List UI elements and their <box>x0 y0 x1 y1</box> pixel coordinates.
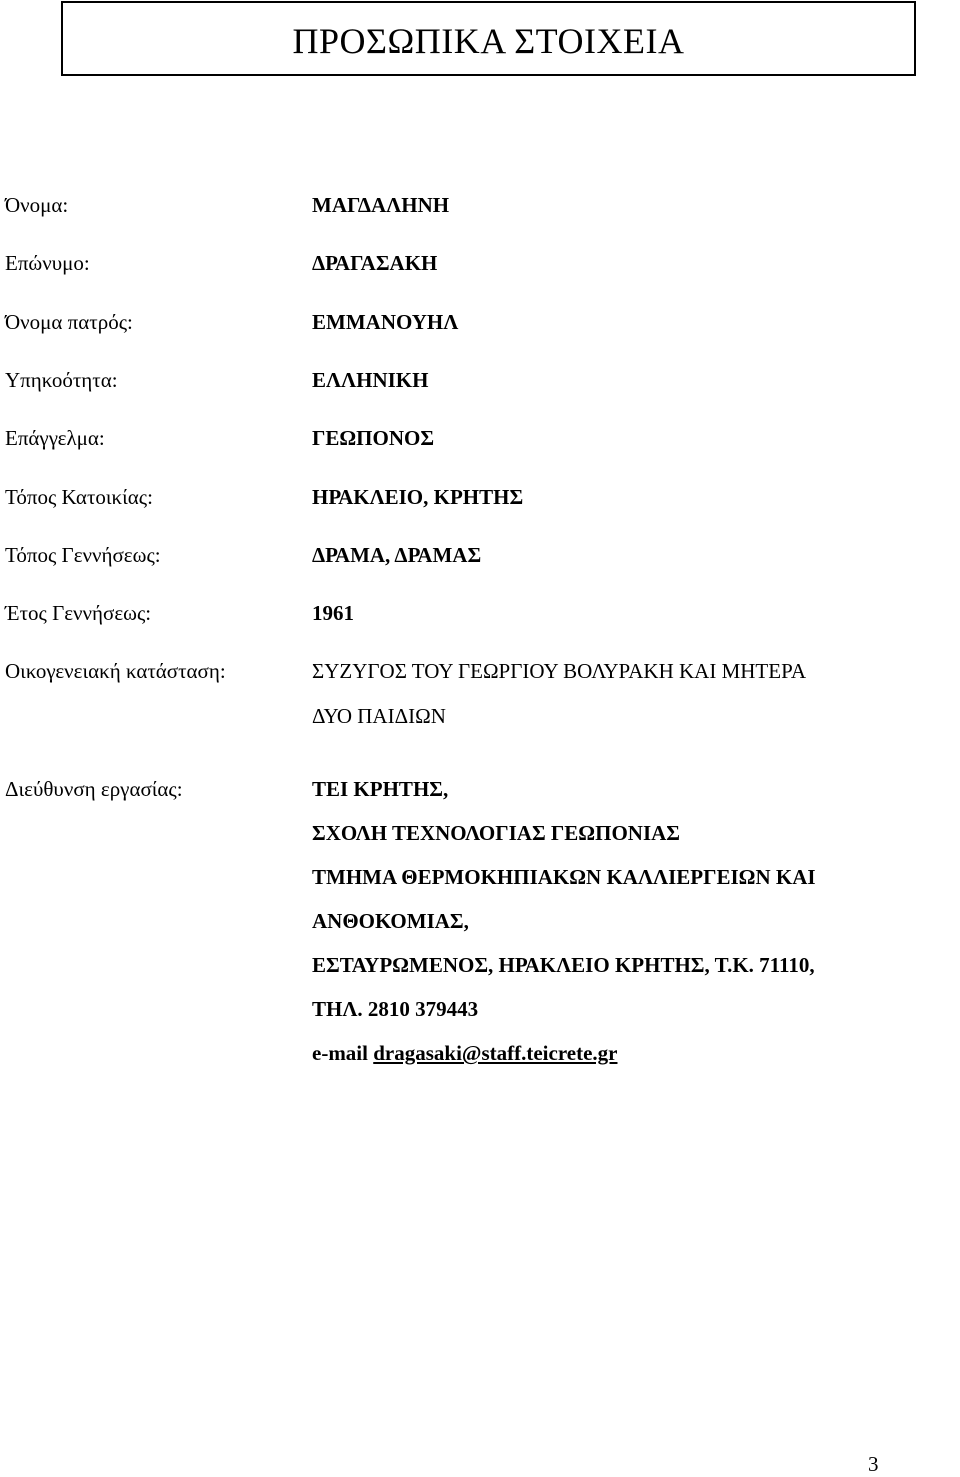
field-label-first-name: Όνομα: <box>5 193 69 217</box>
work-address-line-3: ΤΜΗΜΑ ΘΕΡΜΟΚΗΠΙΑΚΩΝ ΚΑΛΛΙΕΡΓΕΙΩΝ ΚΑΙ <box>312 865 816 889</box>
email-link[interactable]: dragasaki@staff.teicrete.gr <box>373 1041 618 1065</box>
work-address-line-6: ΤΗΛ. 2810 379443 <box>312 997 479 1021</box>
field-label-surname: Επώνυμο: <box>5 251 90 275</box>
field-label-work-address: Διεύθυνση εργασίας: <box>5 777 183 801</box>
field-value-father-name: ΕΜΜΑΝΟΥΗΛ <box>312 310 459 334</box>
field-value-profession: ΓΕΩΠΟΝΟΣ <box>312 426 435 450</box>
marital-status-line-1: ΣΥΖΥΓΟΣ ΤΟΥ ΓΕΩΡΓΙΟΥ ΒΟΛΥΡΑΚΗ ΚΑΙ ΜΗΤΕΡΑ <box>312 659 807 683</box>
email-line <box>312 1041 617 1065</box>
field-label-nationality: Υπηκοότητα: <box>5 368 118 392</box>
work-address-line-4: ΑΝΘΟΚΟΜΙΑΣ, <box>312 909 469 933</box>
field-label-birthplace: Τόπος Γεννήσεως: <box>5 543 161 567</box>
field-label-father-name: Όνομα πατρός: <box>5 310 133 334</box>
field-value-birthplace: ΔΡΑΜΑ, ΔΡΑΜΑΣ <box>312 543 482 567</box>
page-number: 3 <box>868 1452 879 1476</box>
email-prefix: e-mail <box>312 1041 368 1065</box>
work-address-line-2: ΣΧΟΛΗ ΤΕΧΝΟΛΟΓΙΑΣ ΓΕΩΠΟΝΙΑΣ <box>312 821 681 845</box>
field-value-surname: ΔΡΑΓΑΣΑΚΗ <box>312 251 438 275</box>
work-address-line-5: ΕΣΤΑΥΡΩΜΕΝΟΣ, ΗΡΑΚΛΕΙΟ ΚΡΗΤΗΣ, Τ.Κ. 71110, <box>312 953 815 977</box>
title-box <box>61 1 916 76</box>
page-title: ΠΡΟΣΩΠΙΚΑ ΣΤΟΙΧΕΙΑ <box>292 20 685 61</box>
field-label-profession: Επάγγελμα: <box>5 426 105 450</box>
field-label-birth-year: Έτος Γεννήσεως: <box>5 601 152 625</box>
work-address-line-1: ΤΕΙ ΚΡΗΤΗΣ, <box>312 777 449 801</box>
field-label-marital-status: Οικογενειακή κατάσταση: <box>5 659 226 683</box>
field-value-birth-year: 1961 <box>312 601 354 625</box>
field-label-residence: Τόπος Κατοικίας: <box>5 485 153 509</box>
field-value-residence: ΗΡΑΚΛΕΙΟ, ΚΡΗΤΗΣ <box>312 485 524 509</box>
field-value-nationality: ΕΛΛΗΝΙΚΗ <box>312 368 429 392</box>
field-value-first-name: ΜΑΓΔΑΛΗΝΗ <box>312 193 450 217</box>
marital-status-line-2: ΔΥΟ ΠΑΙΔΙΩΝ <box>312 704 446 728</box>
